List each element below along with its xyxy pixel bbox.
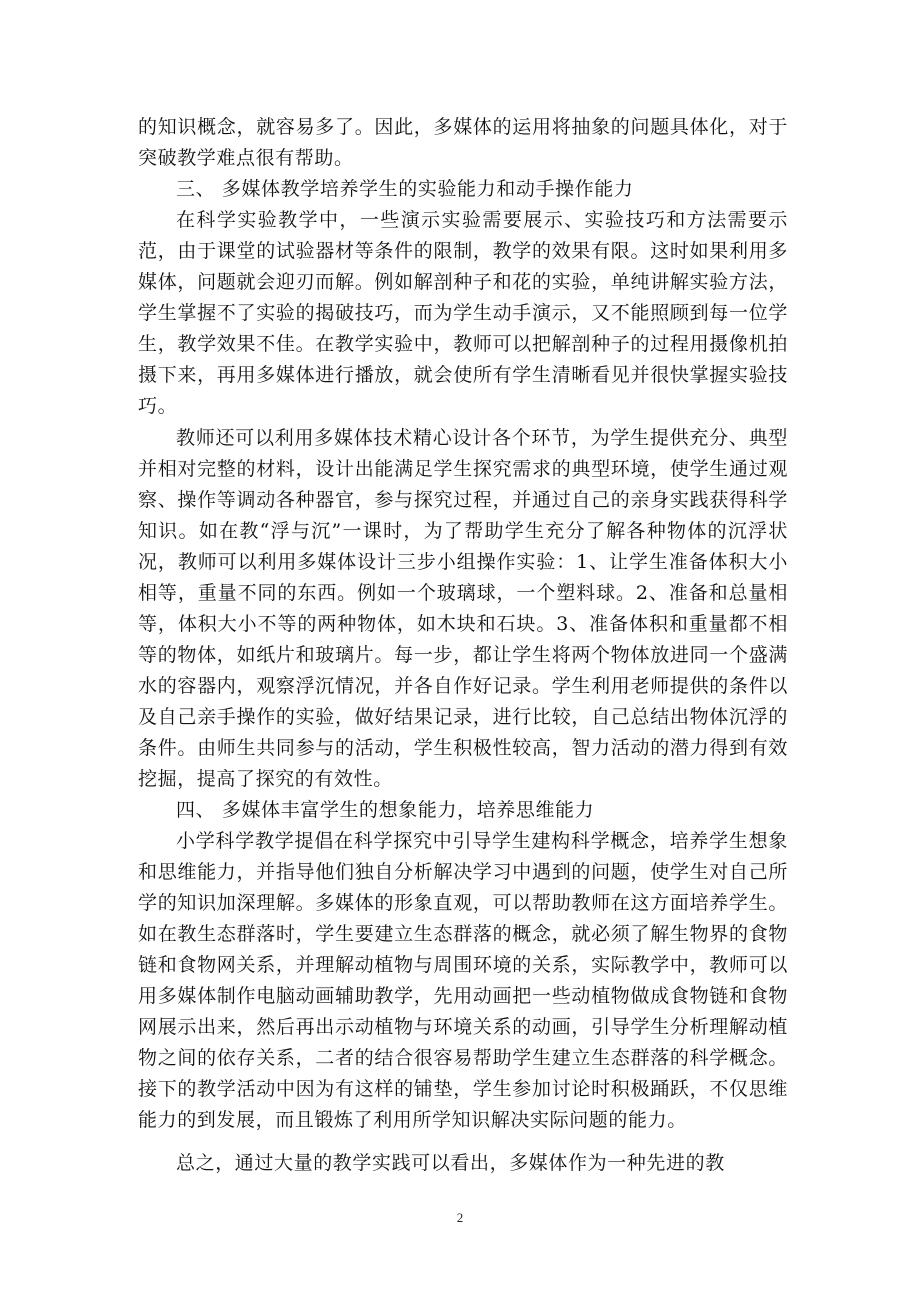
- section-heading-4: 四、 多媒体丰富学生的想象能力，培养思维能力: [176, 799, 595, 821]
- section-heading-3: 三、 多媒体教学培养学生的实验能力和动手操作能力: [176, 178, 634, 200]
- paragraph-continuation: 的知识概念，就容易多了。因此，多媒体的运用将抽象的问题具体化，对于突破教学难点很有帮助。: [138, 116, 788, 169]
- paragraph-conclusion: 总之，通过大量的教学实践可以看出，多媒体作为一种先进的教: [176, 1152, 725, 1174]
- paragraph-sink-float-lesson: 教师还可以利用多媒体技术精心设计各个环节，为学生提供充分、典型并相对完整的材料，设计出能满足学生探究需求的典型环境，使学生通过观察、操作等调动各种器官，参与探究过程，并通过自己的亲身实践获得科学知识。如在教“浮与沉”一课时，为了帮助学生充分了解各种物体的沉浮状况，教师可以利用多媒体设计三步小组操作实验：1、让学生准备体积大小相等，重量不同的东西。例如一个玻璃球，一个塑料球。2、准备和总量相等，体积大小不等的两种物体，如木块和石块。3、准备体积和重量都不相等的物体，如纸片和玻璃片。每一步，都让学生将两个物体放进同一个盛满水的容器内，观察浮沉情况，并各自作好记录。学生利用老师提供的条件以及自己亲手操作的实验，做好结果记录，进行比较，自己总结出物体沉浮的条件。由师生共同参与的活动，学生积极性较高，智力活动的潜力得到有效挖掘，提高了探究的有效性。: [138, 427, 788, 790]
- paragraph-imagination-thinking: 小学科学教学提倡在科学探究中引导学生建构科学概念，培养学生想象和思维能力，并指导他们独自分析解决学习中遇到的问题，使学生对自己所学的知识加深理解。多媒体的形象直观，可以帮助教师在这方面培养学生。如在教生态群落时，学生要建立生态群落的概念，就必须了解生物界的食物链和食物网关系，并理解动植物与周围环境的关系，实际教学中，教师可以用多媒体制作电脑动画辅助教学，先用动画把一些动植物做成食物链和食物网展示出来，然后再出示动植物与环境关系的动画，引导学生分析理解动植物之间的依存关系，二者的结合很容易帮助学生建立生态群落的科学概念。接下的教学活动中因为有这样的铺垫，学生参加讨论时积极踊跃，不仅思维能力的到发展，而且锻炼了利用所学知识解决实际问题的能力。: [138, 830, 788, 1131]
- page-number: 2: [456, 1210, 464, 1225]
- paragraph-experiment-demo: 在科学实验教学中，一些演示实验需要展示、实验技巧和方法需要示范，由于课堂的试验器材等条件的限制，教学的效果有限。这时如果利用多媒体，问题就会迎刃而解。例如解剖种子和花的实验，单纯讲解实验方法，学生掌握不了实验的揭破技巧，而为学生动手演示，又不能照顾到每一位学生，教学效果不佳。在教学实验中，教师可以把解剖种子的过程用摄像机拍摄下来，再用多媒体进行播放，就会使所有学生清晰看见并很快掌握实验技巧。: [138, 209, 788, 417]
